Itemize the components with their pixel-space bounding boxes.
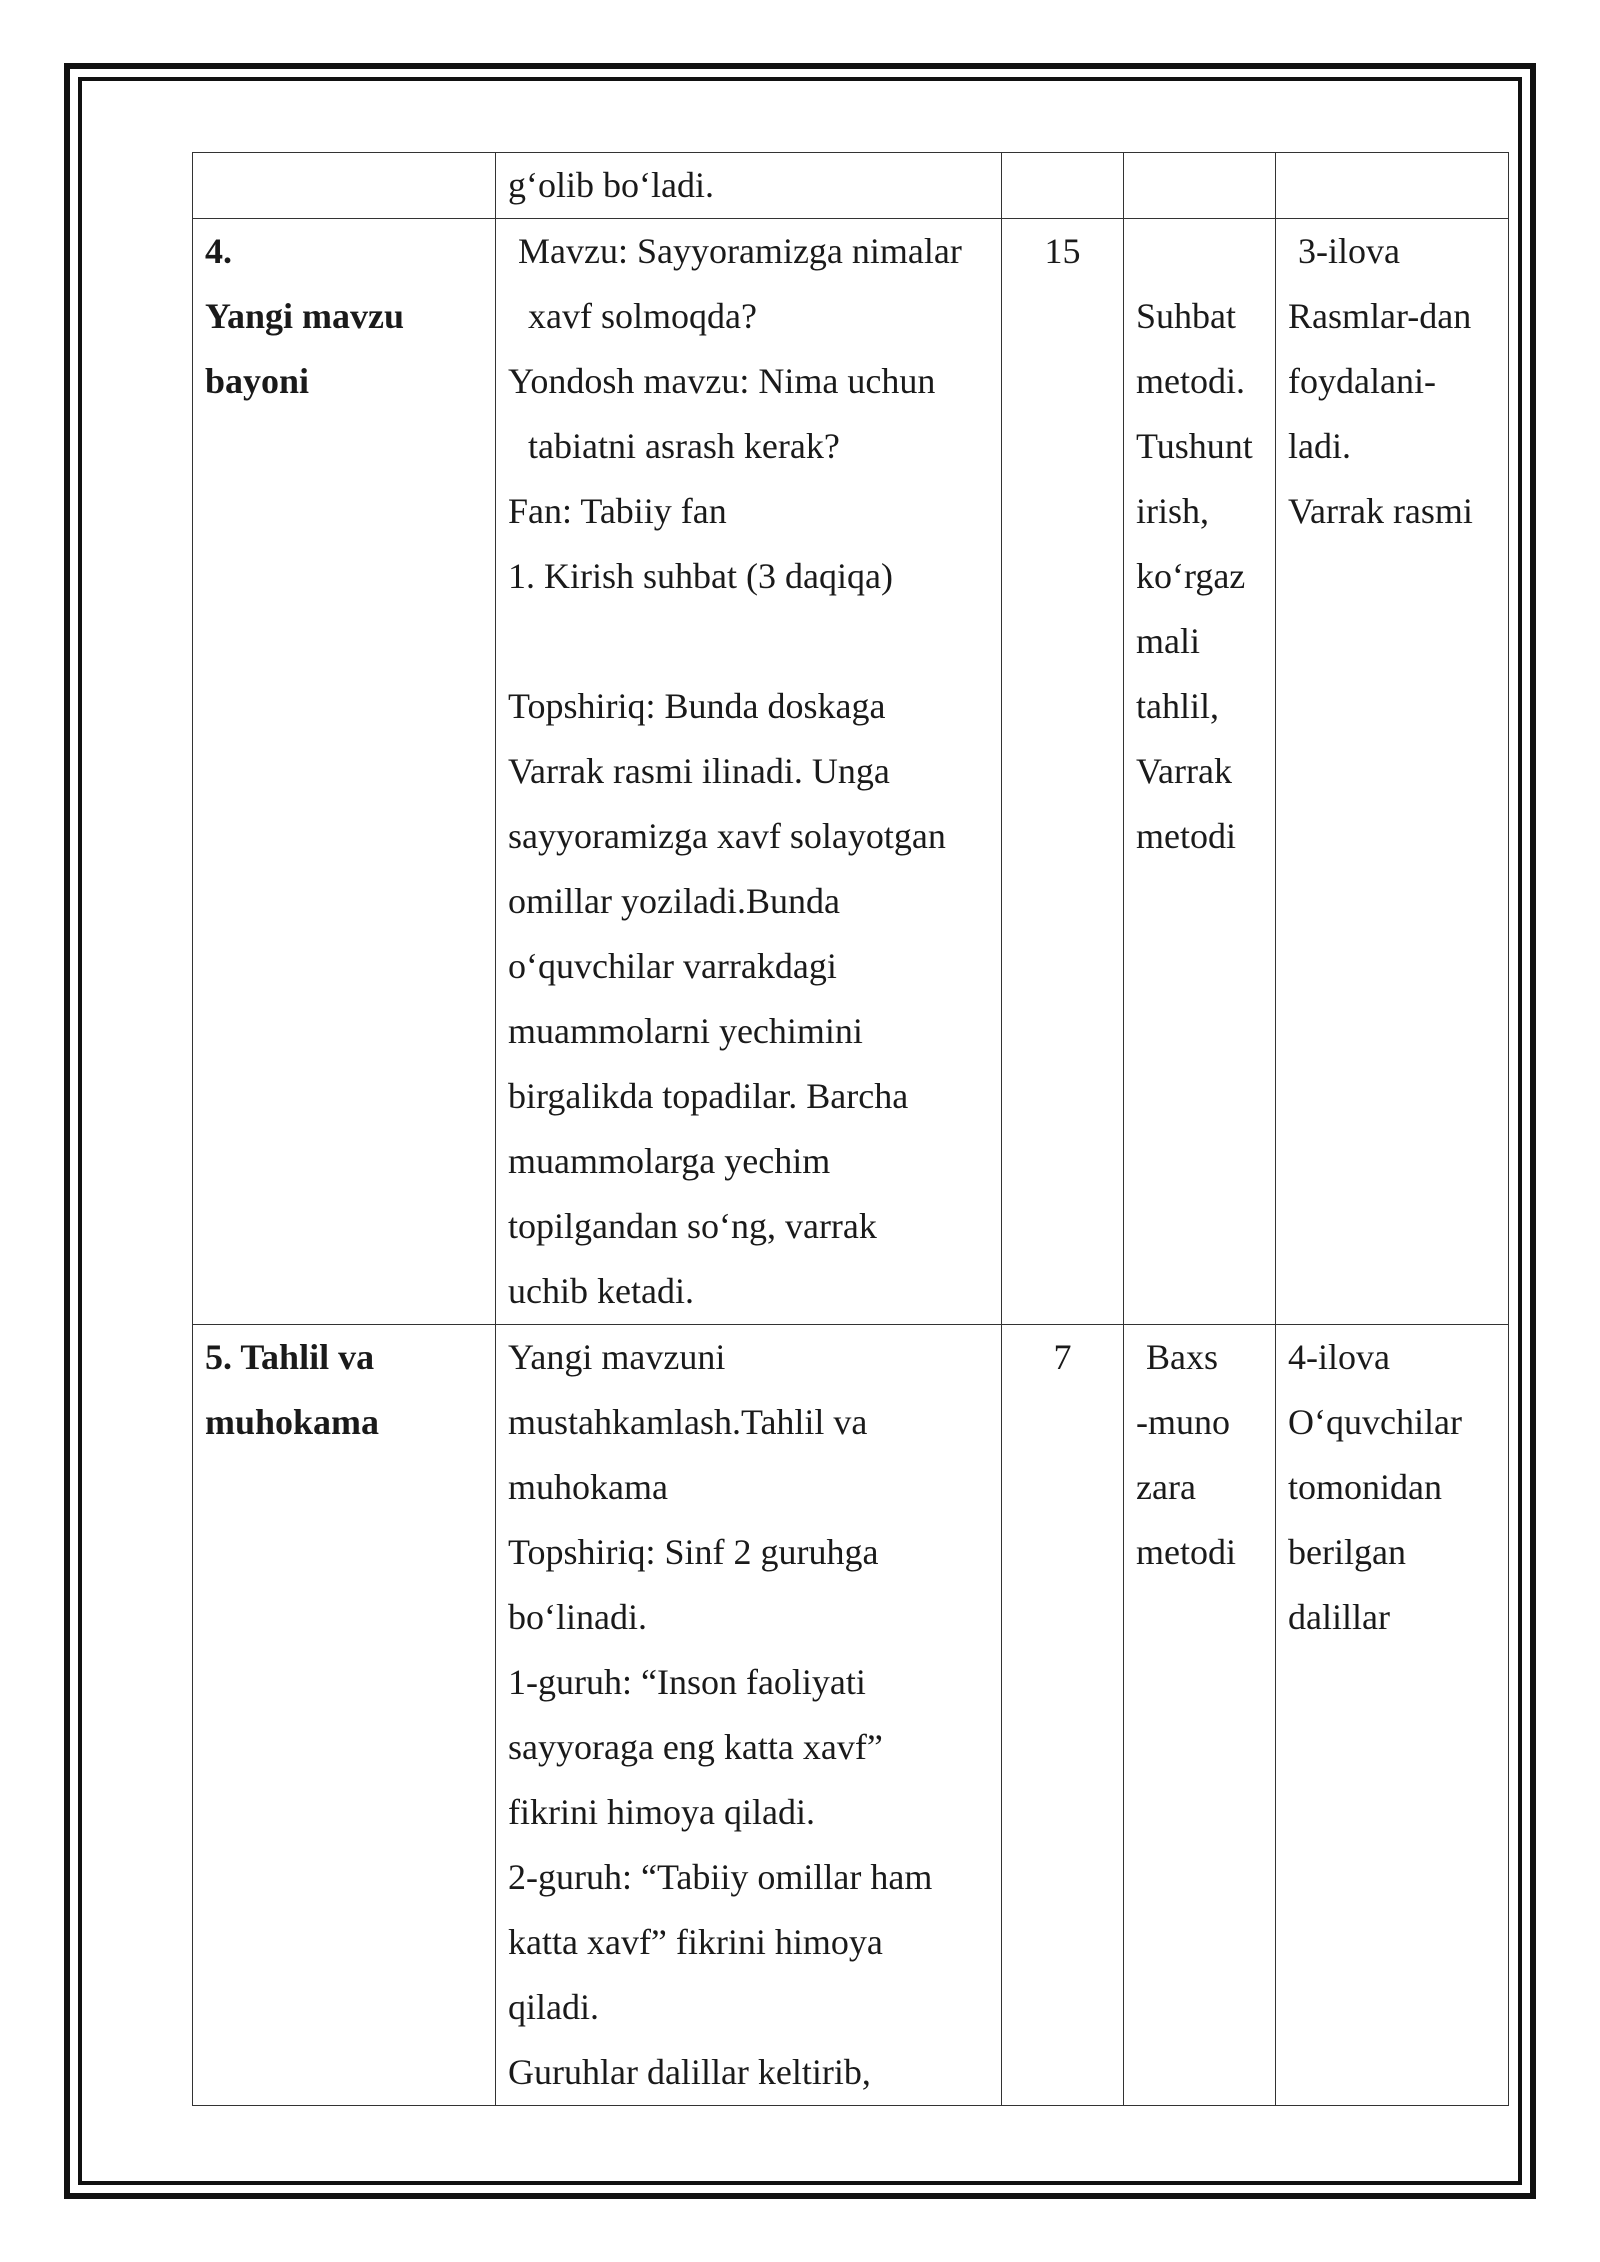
method-line: mali (1136, 621, 1200, 661)
content-line: uchib ketadi. (508, 1271, 694, 1311)
resource-line: Rasmlar-dan (1288, 296, 1472, 336)
resource-line: tomonidan (1288, 1467, 1442, 1507)
resources-cell (1276, 1325, 1509, 2106)
method-line: irish, (1136, 491, 1210, 531)
method-line: Baxs (1146, 1337, 1218, 1377)
blank-line (508, 609, 989, 674)
content-line: Topshiriq: Sinf 2 guruhga (508, 1532, 879, 1572)
content-line: Fan: Tabiiy fan (508, 491, 727, 531)
method-line: zara (1136, 1467, 1196, 1507)
resources-cell (1276, 219, 1509, 1325)
stage-cell (193, 219, 496, 1325)
method-cell (1124, 219, 1276, 1325)
table-row (193, 153, 1509, 219)
time-cell (1002, 219, 1124, 1325)
stage-title: 5. Tahlil va (205, 1337, 375, 1377)
method-line: tahlil, (1136, 686, 1219, 726)
stage-title: bayoni (205, 361, 310, 401)
stage-cell (193, 1325, 496, 2106)
content-line: mustahkamlash.Tahlil va (508, 1402, 868, 1442)
method-line: ko‘rgaz (1136, 556, 1246, 596)
content-line: birgalikda topadilar. Barcha (508, 1076, 909, 1116)
blank-line (1136, 219, 1263, 284)
method-line: metodi. (1136, 361, 1245, 401)
table-row (193, 1325, 1509, 2106)
resource-line: berilgan (1288, 1532, 1406, 1572)
time-value: 7 (1053, 1337, 1072, 1377)
method-cell (1124, 153, 1276, 219)
content-line: 1-guruh: “Inson faoliyati (508, 1662, 866, 1702)
content-line: muammolarga yechim (508, 1141, 831, 1181)
content-line: Yondosh mavzu: Nima uchun (508, 361, 936, 401)
method-line: metodi (1136, 816, 1236, 856)
content-line: tabiatni asrash kerak? (528, 426, 840, 466)
content-line: muammolarni yechimini (508, 1011, 863, 1051)
time-cell (1002, 1325, 1124, 2106)
content-line: Varrak rasmi ilinadi. Unga (508, 751, 890, 791)
content-line: omillar yoziladi.Bunda (508, 881, 840, 921)
content-cell (496, 219, 1002, 1325)
method-line: Tushunt (1136, 426, 1253, 466)
method-cell (1124, 1325, 1276, 2106)
content-line: fikrini himoya qiladi. (508, 1792, 815, 1832)
method-line: metodi (1136, 1532, 1236, 1572)
method-line: Suhbat (1136, 296, 1237, 336)
time-cell (1002, 153, 1124, 219)
method-line: -muno (1136, 1402, 1230, 1442)
time-value: 15 (1044, 231, 1081, 271)
content-line: qiladi. (508, 1987, 599, 2027)
content-line: Guruhlar dalillar keltirib, (508, 2052, 871, 2092)
method-line: Varrak (1136, 751, 1232, 791)
resources-cell (1276, 153, 1509, 219)
content-line: katta xavf” fikrini himoya (508, 1922, 883, 1962)
content-line: Topshiriq: Bunda doskaga (508, 686, 886, 726)
content-line: o‘quvchilar varrakdagi (508, 946, 837, 986)
content-cell (496, 1325, 1002, 2106)
resource-line: O‘quvchilar (1288, 1402, 1462, 1442)
content-line: bo‘linadi. (508, 1597, 647, 1637)
stage-title: Yangi mavzu (205, 296, 405, 336)
content-cell (496, 153, 1002, 219)
content-line: muhokama (508, 1467, 668, 1507)
resource-line: ladi. (1288, 426, 1351, 466)
content-line: sayyoramizga xavf solayotgan (508, 816, 946, 856)
stage-number: 4. (205, 231, 232, 271)
content-line: g‘olib bo‘ladi. (508, 165, 714, 205)
content-line: xavf solmoqda? (528, 296, 757, 336)
resource-line: Varrak rasmi (1288, 491, 1473, 531)
content-line: sayyoraga eng katta xavf” (508, 1727, 883, 1767)
content-line: 1. Kirish suhbat (3 daqiqa) (508, 556, 893, 596)
resource-line: 3-ilova (1298, 231, 1400, 271)
stage-title: muhokama (205, 1402, 380, 1442)
resource-line: foydalani- (1288, 361, 1436, 401)
content-line: Yangi mavzuni (508, 1337, 726, 1377)
content-line: 2-guruh: “Tabiiy omillar ham (508, 1857, 933, 1897)
stage-cell (193, 153, 496, 219)
content-line: Mavzu: Sayyoramizga nimalar (518, 231, 962, 271)
table-row (193, 219, 1509, 1325)
lesson-plan-table (192, 152, 1509, 2106)
resource-line: dalillar (1288, 1597, 1390, 1637)
resource-line: 4-ilova (1288, 1337, 1390, 1377)
content-line: topilgandan so‘ng, varrak (508, 1206, 877, 1246)
